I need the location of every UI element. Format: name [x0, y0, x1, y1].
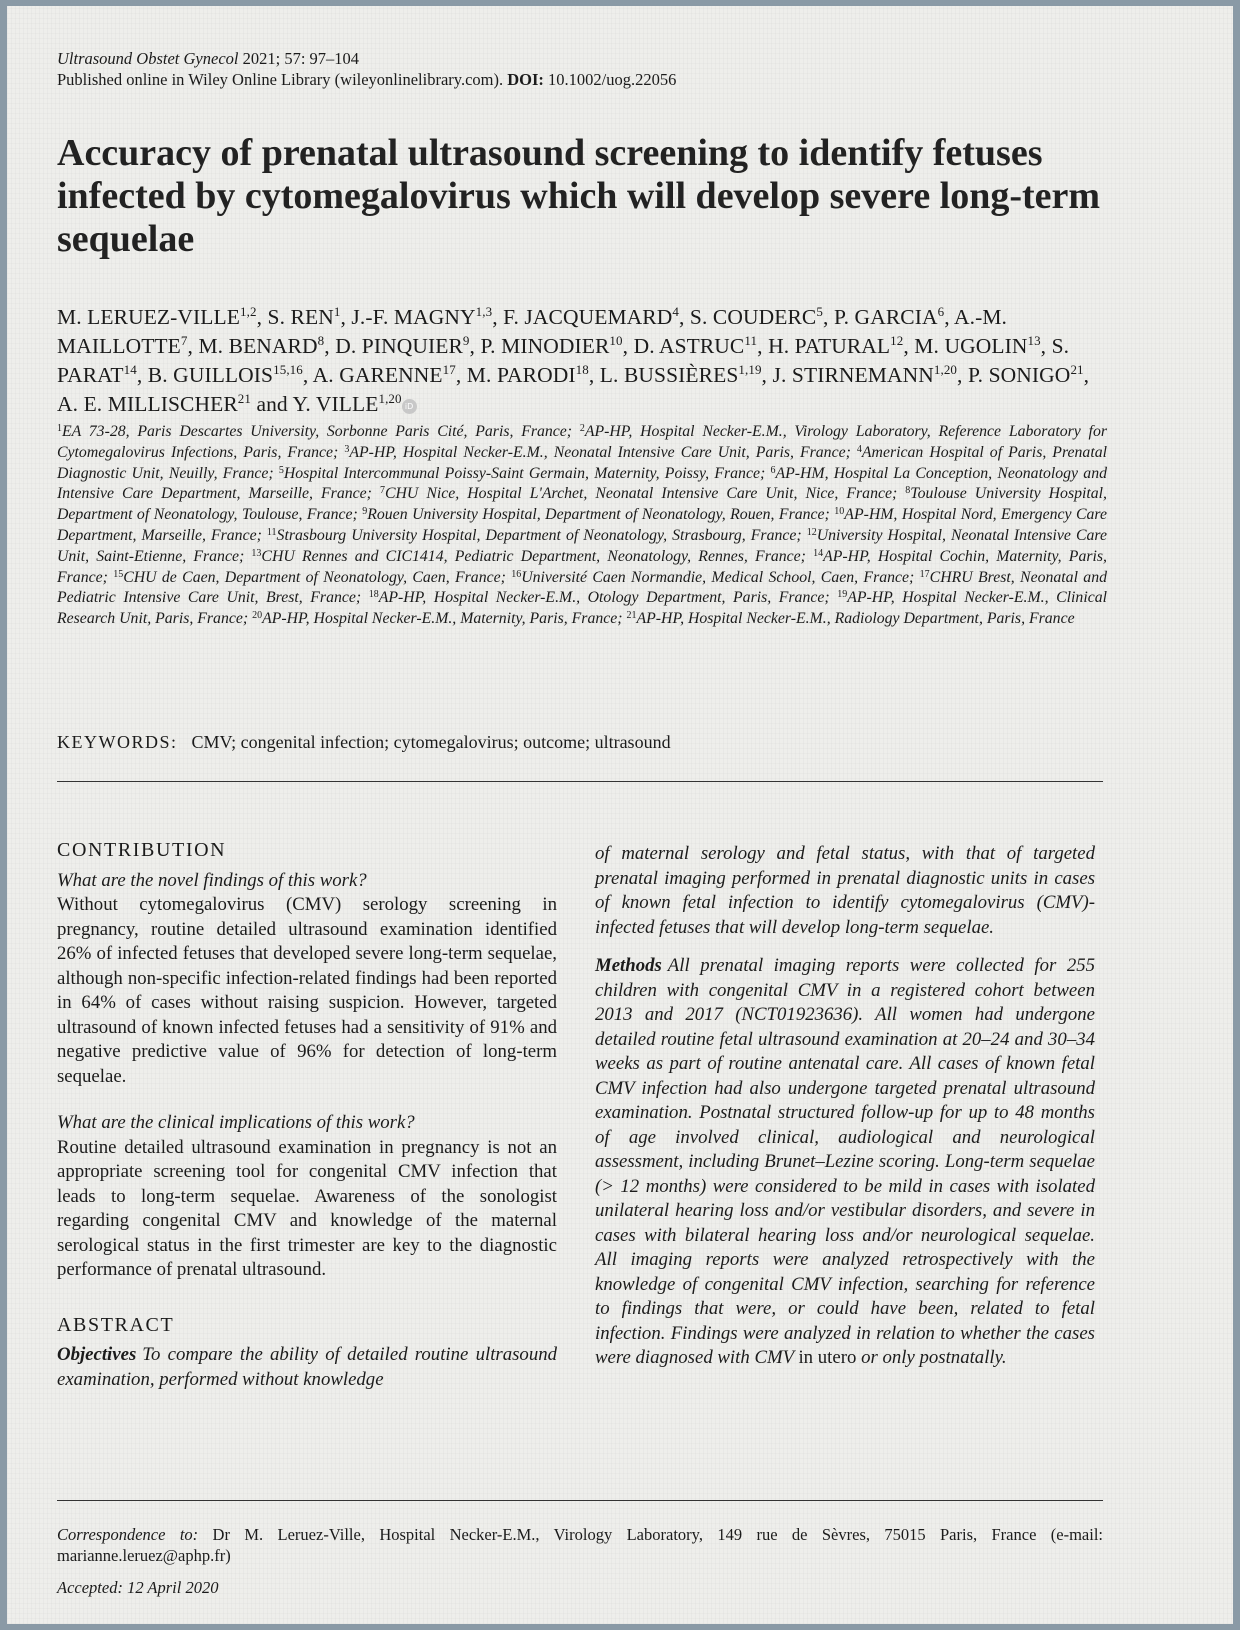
affiliation-number: 14 — [813, 547, 824, 559]
author-affiliation-ref: 7 — [180, 333, 188, 348]
author-name: S. REN — [267, 305, 334, 329]
affiliation-text: AP-HM, Hospital La Conception, Neonatology and Intensive Care Department, Marseille, France; — [57, 464, 1107, 503]
doi-link[interactable]: 10.1002/uog.22056 — [543, 70, 677, 89]
keywords-value: CMV; congenital infection; cytomegalovirus; outcome; ultrasound — [191, 732, 671, 752]
doi-label: DOI: — [507, 70, 544, 89]
author-affiliation-ref: 1 — [333, 304, 341, 319]
affiliation-text: CHU Rennes and CIC1414, Pediatric Department, Neonatology, Rennes, France; — [261, 547, 814, 565]
affiliation-text: Toulouse University Hospital, Department of Neonatology, Toulouse, France; — [57, 485, 1107, 524]
author-separator: , — [1083, 363, 1090, 387]
affiliation-text: AP-HM, Hospital Nord, Emergency Care Department, Marseille, France; — [57, 506, 1107, 544]
author-affiliation-ref: 13 — [1027, 333, 1041, 348]
author-affiliation-ref: 1,19 — [738, 362, 762, 377]
affiliation-text: AP-HP, Hospital Necker-E.M., Clinical Research Unit, Paris, France; — [57, 589, 1108, 628]
author-separator: , — [256, 305, 268, 329]
author-name: A. E. MILLISCHER — [57, 392, 238, 416]
author-name: H. PATURAL — [768, 334, 891, 358]
citation-line — [57, 48, 676, 69]
author-affiliation-ref: 9 — [462, 333, 470, 348]
affiliation-number: 12 — [806, 526, 817, 538]
affiliation-number: 18 — [368, 589, 379, 601]
affiliation-number: 8 — [905, 485, 911, 497]
author-affiliation-ref: 1,3 — [475, 304, 493, 319]
clinical-implications-answer: Routine detailed ultrasound examination in pregnancy is not an appropriate screening tool for congenital CMV infection that leads to long-term sequelae. Awareness of the sonologist regarding congenital CMV and knowledge of the maternal serological status in the first trimester are key to the diagnostic performance of prenatal ultrasound. — [57, 1136, 557, 1280]
author-affiliation-ref: 21 — [237, 391, 251, 406]
correspondence-text: Dr M. Leruez-Ville, Hospital Necker-E.M., Virology Laboratory, 149 rue de Sèvres, 75015 Paris, France (e-mail: marianne.leruez@aphp.fr) — [57, 1525, 1104, 1565]
author-name: J.-F. MAGNY — [351, 305, 476, 329]
author-separator: , — [761, 363, 773, 387]
affiliation-text: CHU Nice, Hospital L'Archet, Neonatal Intensive Care Unit, Nice, France; — [384, 485, 906, 503]
left-column — [57, 838, 557, 1392]
header-divider — [57, 781, 1103, 782]
novel-findings-question: What are the novel findings of this work? — [57, 869, 367, 891]
affiliation-text: AP-HP, Hospital Necker-E.M., Maternity, Paris, France; — [262, 610, 627, 628]
author-name: B. GUILLOIS — [147, 363, 274, 387]
author-name: A. GARENNE — [312, 363, 443, 387]
affiliation-text: Université Caen Normandie, Medical School, Caen, France; — [521, 568, 920, 586]
affiliation-number: 21 — [626, 610, 637, 622]
author-separator: , — [757, 334, 769, 358]
author-separator: , — [957, 363, 968, 387]
affiliation-number: 1 — [57, 423, 62, 434]
affiliation-number: 2 — [579, 423, 585, 434]
author-name: M. BENARD — [198, 334, 318, 358]
author-separator: , — [822, 305, 834, 329]
objectives-text: To compare the ability of detailed routine ultrasound examination, performed without knowledge — [57, 1344, 557, 1390]
keywords-label: KEYWORDS: — [57, 732, 178, 752]
author-affiliation-ref: 1,2 — [240, 304, 257, 319]
author-name: S. COUDERC — [689, 305, 817, 329]
objectives-paragraph — [57, 1343, 557, 1392]
publication-line — [57, 69, 676, 90]
affiliation-number: 19 — [837, 589, 848, 601]
affiliation-text: University Hospital, Neonatal Intensive Care Unit, Saint-Etienne, France; — [57, 526, 1107, 565]
affiliation-text: Rouen University Hospital, Department of Neonatology, Rouen, France; — [367, 506, 835, 524]
orcid-icon[interactable]: iD — [402, 399, 417, 414]
author-name: L. BUSSIÈRES — [599, 363, 739, 387]
affiliations — [57, 422, 1107, 630]
footer-divider — [57, 1500, 1103, 1501]
affiliation-text: AP-HP, Hospital Necker-E.M., Radiology Department, Paris, France — [636, 610, 1075, 628]
author-separator: , — [302, 363, 313, 387]
author-name: S. PARAT — [57, 334, 1070, 387]
affiliation-text: Strasbourg University Hospital, Department of Neonatology, Strasbourg, France; — [276, 526, 807, 544]
methods-tail: or only postnatally. — [856, 1347, 1007, 1368]
author-separator: , — [187, 334, 199, 358]
affiliation-text: CHU de Caen, Department of Neonatology, Caen, France; — [123, 568, 512, 586]
author-separator: , — [1040, 334, 1052, 358]
author-separator: , — [588, 363, 600, 387]
objectives-continued: of maternal serology and fetal status, with that of targeted prenatal imaging performed in prenatal diagnostic units in cases of known fetal infection to identify cytomegalovirus (CMV)-infected fetuses that will develop long-term sequelae. — [595, 843, 1095, 938]
author-affiliation-ref: 18 — [575, 362, 589, 377]
abstract-heading: ABSTRACT — [57, 1313, 175, 1336]
affiliation-text: AP-HP, Hospital Cochin, Maternity, Paris, France; — [57, 547, 1107, 586]
author-separator: and — [250, 392, 293, 416]
affiliation-number: 16 — [511, 568, 522, 580]
novel-findings-answer: Without cytomegalovirus (CMV) serology screening in pregnancy, routine detailed ultrasound examination identified 26% of infected fetuses that developed severe long-term sequelae, although non-specific infection-related findings had been reported in 64% of cases without raising suspicion. However, targeted ultrasound of known infected fetuses had a sensitivity of 91% and negative predictive value of 96% for detection of long-term sequelae. — [57, 894, 557, 1087]
author-name: P. SONIGO — [967, 363, 1071, 387]
author-name: A.-M. MAILLOTTE — [57, 305, 1008, 358]
author-affiliation-ref: 11 — [744, 333, 758, 348]
published-online: Published online in Wiley Online Library (wileyonlinelibrary.com). — [57, 70, 508, 89]
author-name: M. UGOLIN — [914, 334, 1028, 358]
author-name: F. JACQUEMARD — [503, 305, 673, 329]
author-name: D. PINQUIER — [335, 334, 463, 358]
author-affiliation-ref: 17 — [442, 362, 456, 377]
author-separator: , — [492, 305, 504, 329]
accepted-date: Accepted: 12 April 2020 — [57, 1578, 219, 1597]
correspondence-label: Correspondence to: — [57, 1525, 199, 1544]
correspondence — [57, 1524, 1103, 1566]
affiliation-text: CHRU Brest, Neonatal and Pediatric Intensive Care Unit, Brest, France; — [57, 568, 1107, 607]
author-affiliation-ref: 8 — [317, 333, 325, 348]
affiliation-text: EA 73-28, Paris Descartes University, Sorbonne Paris Cité, Paris, France; — [62, 423, 580, 440]
author-affiliation-ref: 1,20 — [933, 362, 958, 377]
article-page — [7, 6, 1233, 1624]
affiliation-number: 5 — [278, 464, 284, 476]
author-separator: , — [324, 334, 336, 358]
affiliation-number: 10 — [834, 506, 845, 518]
affiliation-number: 7 — [379, 485, 385, 497]
author-affiliation-ref: 4 — [672, 304, 679, 319]
author-affiliation-ref: 10 — [609, 333, 623, 348]
author-name: Y. VILLE — [292, 392, 379, 416]
affiliation-number: 9 — [362, 506, 368, 518]
author-separator: , — [678, 305, 690, 329]
affiliation-text: AP-HP, Hospital Necker-E.M., Otology Department, Paris, France; — [378, 589, 838, 607]
contribution-heading: CONTRIBUTION — [57, 839, 227, 861]
clinical-implications-question: What are the clinical implications of this work? — [57, 1112, 415, 1133]
affiliation-number: 4 — [856, 443, 862, 455]
author-name: P. GARCIA — [833, 305, 938, 329]
affiliation-number: 13 — [251, 547, 262, 559]
affiliation-number: 15 — [113, 568, 124, 580]
author-name: M. PARODI — [466, 363, 576, 387]
journal-volume: 2021; 57: 97–104 — [238, 49, 360, 68]
author-affiliation-ref: 6 — [937, 304, 945, 319]
affiliation-text: American Hospital of Paris, Prenatal Diagnostic Unit, Neuilly, France; — [57, 443, 1108, 482]
author-affiliation-ref: 1,20 — [378, 391, 402, 406]
affiliation-number: 3 — [344, 443, 350, 455]
author-separator: , — [903, 334, 915, 358]
author-separator: , — [455, 363, 467, 387]
author-affiliation-ref: 15,16 — [273, 362, 303, 377]
affiliation-text: Hospital Intercommunal Poissy-Saint Germain, Maternity, Poissy, France; — [283, 464, 771, 482]
affiliation-text: AP-HP, Hospital Necker-E.M., Virology Laboratory, Reference Laboratory for Cytomegalovirus Infections, Paris, France; — [57, 423, 1107, 461]
in-utero: in utero — [798, 1347, 857, 1368]
author-affiliation-ref: 12 — [890, 333, 904, 348]
affiliation-number: 6 — [770, 464, 776, 476]
author-separator: , — [136, 363, 148, 387]
journal-header — [57, 48, 676, 90]
author-name: D. ASTRUC — [633, 334, 745, 358]
author-separator: , — [944, 305, 954, 329]
article-title: Accuracy of prenatal ultrasound screening to identify fetuses infected by cytomegalovirus which will develop severe long-term sequelae — [57, 132, 1101, 260]
right-column — [595, 842, 1095, 1371]
affiliation-text: AP-HP, Hospital Necker-E.M., Neonatal Intensive Care Unit, Paris, France; — [349, 443, 857, 461]
affiliation-number: 17 — [919, 568, 930, 580]
journal-name: Ultrasound Obstet Gynecol — [57, 49, 239, 68]
affiliation-number: 20 — [252, 610, 263, 622]
author-separator: , — [340, 305, 352, 329]
objectives-label: Objectives — [57, 1344, 137, 1365]
author-separator: , — [469, 334, 481, 358]
affiliation-number: 11 — [266, 526, 277, 538]
author-list — [57, 303, 1107, 419]
author-affiliation-ref: 5 — [816, 304, 823, 319]
methods-paragraph — [595, 954, 1095, 1371]
author-affiliation-ref: 21 — [1070, 362, 1084, 377]
author-name: J. STIRNEMANN — [772, 363, 934, 387]
author-affiliation-ref: 14 — [123, 362, 137, 377]
author-name: P. MINODIER — [480, 334, 610, 358]
methods-text: All prenatal imaging reports were collected for 255 children with congenital CMV in a registered cohort between 2013 and 2017 (NCT01923636). All women had undergone detailed routine fetal ultrasound examination at 20–24 and 30–34 weeks as part of routine antenatal care. All cases of known fetal CMV infection had also undergone targeted prenatal ultrasound examination. Postnatal structured follow-up for up to 48 months of age involved clinical, audiological and neurological assessment, including Brunet–Lezine scoring. Long-term sequelae (> 12 months) were considered to be mild in cases with isolated unilateral hearing loss and/or vestibular disorders, and severe in cases with bilateral hearing loss and/or neurological sequelae. All imaging reports were analyzed retrospectively with the knowledge of congenital CMV infection, searching for reference to findings that were, or could have been, related to fetal infection. Findings were analyzed in relation to whether the cases were diagnosed with CMV — [595, 955, 1095, 1368]
author-name: M. LERUEZ-VILLE — [57, 305, 241, 329]
methods-label: Methods — [595, 955, 662, 976]
author-separator: , — [622, 334, 634, 358]
keywords — [57, 732, 671, 753]
